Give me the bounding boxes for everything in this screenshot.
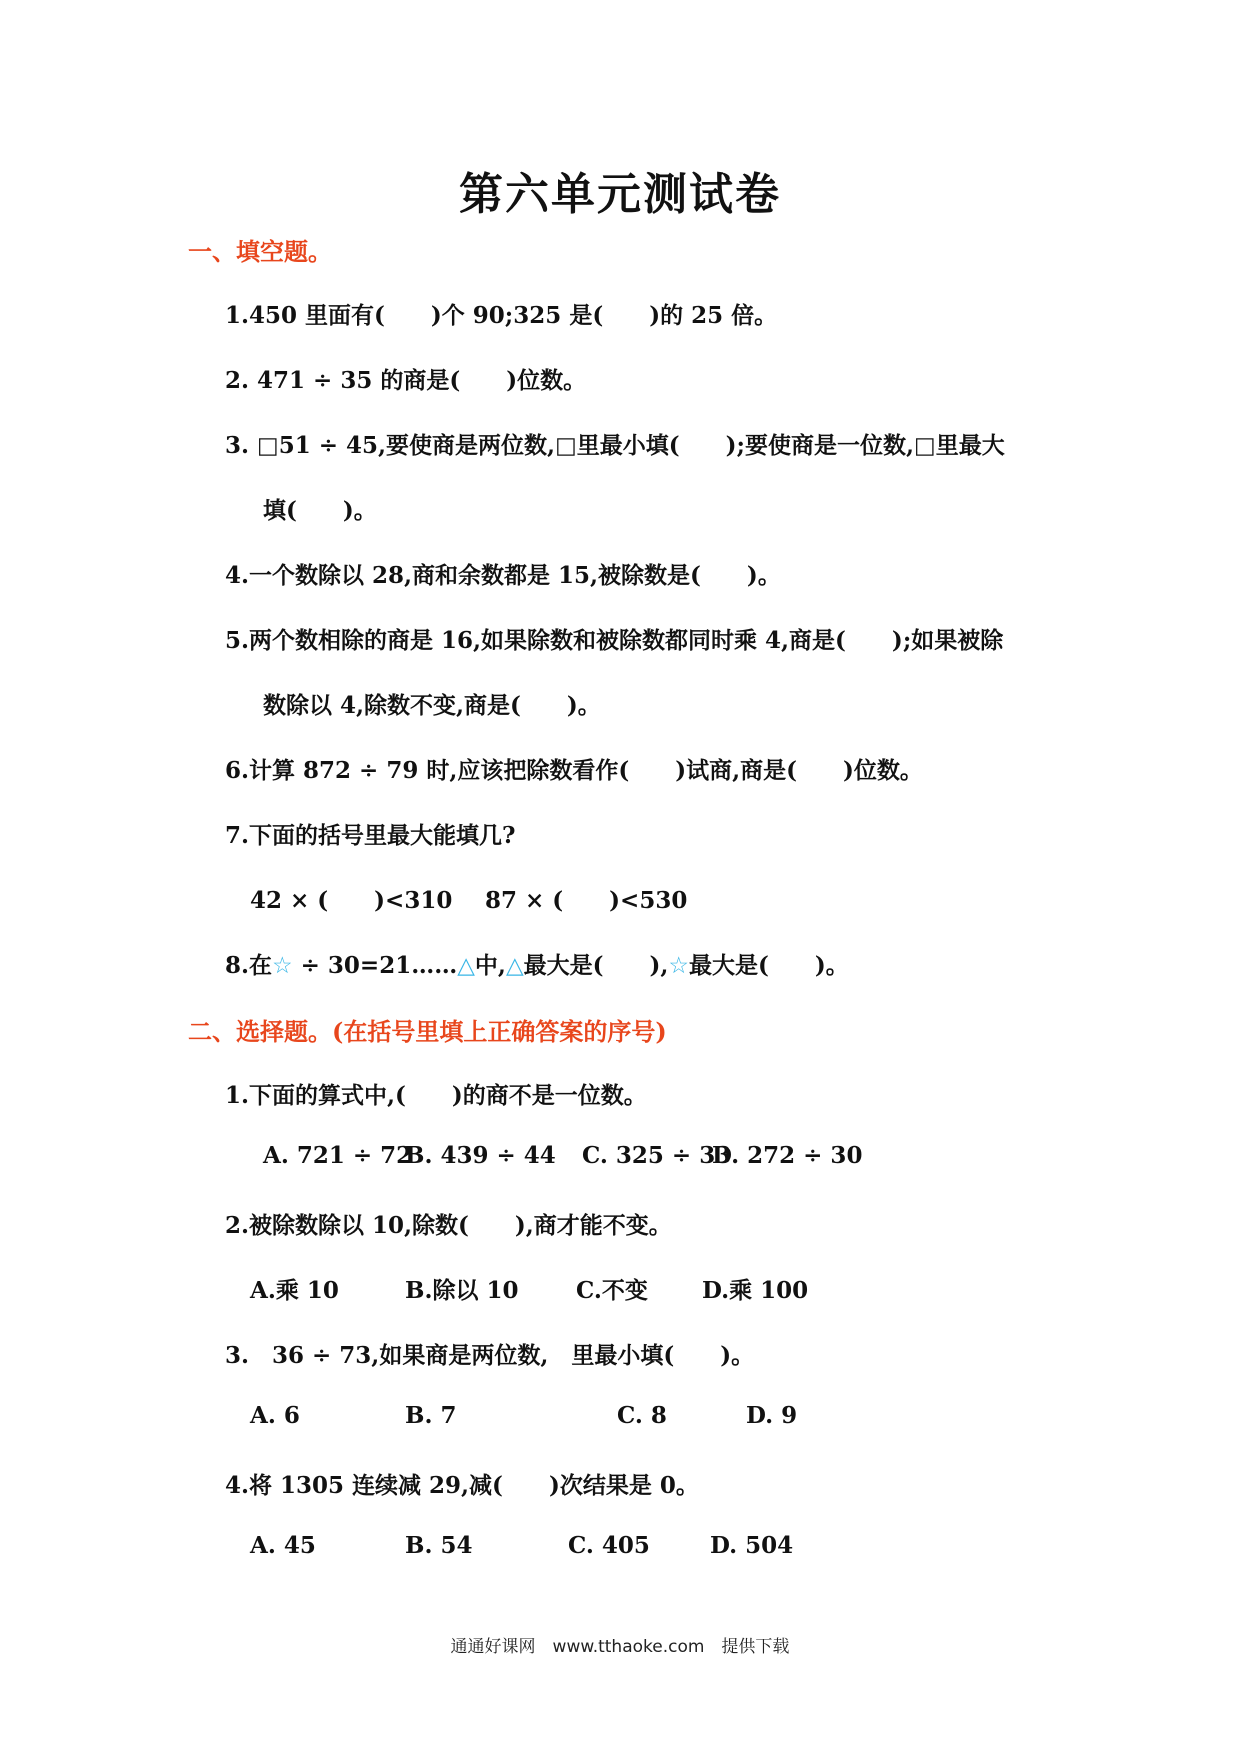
- page-title: 第六单元测试卷: [459, 169, 781, 220]
- question-1-6: 6.计算 872 ÷ 79 时,应该把除数看作( )试商,商是( )位数。: [225, 757, 923, 784]
- option-d: D. 272 ÷ 30: [712, 1142, 863, 1169]
- triangle-icon: △: [457, 953, 475, 979]
- q8-text: 最大是( ),: [523, 952, 669, 979]
- section-heading-choice: 二、选择题。(在括号里填上正确答案的序号): [188, 1017, 667, 1046]
- option-d: D. 504: [710, 1532, 794, 1559]
- question-1-8: [225, 947, 849, 980]
- option-c: C. 8: [617, 1402, 667, 1429]
- option-b: B. 7: [405, 1402, 457, 1429]
- question-1-1: 1.450 里面有( )个 90;325 是( )的 25 倍。: [225, 302, 778, 329]
- option-d: D. 9: [746, 1402, 798, 1429]
- q8-text: 中,: [474, 952, 506, 979]
- question-1-7-expr-b: 87 × ( )<530: [485, 887, 688, 914]
- question-1-4: 4.一个数除以 28,商和余数都是 15,被除数是( )。: [225, 562, 781, 589]
- option-c: C. 325 ÷ 33: [582, 1142, 732, 1169]
- question-2-1: 1.下面的算式中,( )的商不是一位数。: [225, 1082, 647, 1109]
- q8-text: 最大是( )。: [689, 952, 849, 979]
- star-icon: ☆: [272, 953, 293, 979]
- question-2-4: 4.将 1305 连续减 29,减( )次结果是 0。: [225, 1472, 699, 1499]
- option-d: D.乘 100: [702, 1277, 809, 1304]
- question-2-2: 2.被除数除以 10,除数( ),商才能不变。: [225, 1212, 672, 1239]
- option-c: C.不变: [576, 1277, 648, 1304]
- question-1-5-cont: 数除以 4,除数不变,商是( )。: [263, 692, 601, 719]
- option-a: A.乘 10: [250, 1277, 339, 1304]
- question-1-3: 3. □51 ÷ 45,要使商是两位数,□里最小填( );要使商是一位数,□里最大: [225, 432, 1005, 459]
- option-c: C. 405: [568, 1532, 650, 1559]
- q8-text: 8.在: [225, 952, 273, 979]
- option-b: B. 54: [405, 1532, 473, 1559]
- footer-source: 通通好课网 www.tthaoke.com 提供下载: [450, 1637, 790, 1657]
- star-icon: ☆: [668, 953, 690, 979]
- question-1-7: 7.下面的括号里最大能填几?: [225, 822, 516, 849]
- question-1-7-expr-a: 42 × ( )<310: [250, 887, 453, 914]
- question-1-3-cont: 填( )。: [263, 497, 377, 524]
- option-a: A. 721 ÷ 72: [263, 1142, 413, 1169]
- option-b: B.除以 10: [405, 1277, 519, 1304]
- question-1-5: 5.两个数相除的商是 16,如果除数和被除数都同时乘 4,商是( );如果被除: [225, 627, 1004, 654]
- option-b: B. 439 ÷ 44: [405, 1142, 556, 1169]
- section-heading-fill-blank: 一、填空题。: [188, 237, 332, 266]
- option-a: A. 45: [250, 1532, 316, 1559]
- q8-text: ÷ 30=21……: [292, 952, 458, 979]
- option-a: A. 6: [250, 1402, 300, 1429]
- question-1-2: 2. 471 ÷ 35 的商是( )位数。: [225, 367, 587, 394]
- question-2-3: 3. 36 ÷ 73,如果商是两位数, 里最小填( )。: [225, 1342, 755, 1369]
- triangle-icon: △: [505, 953, 524, 979]
